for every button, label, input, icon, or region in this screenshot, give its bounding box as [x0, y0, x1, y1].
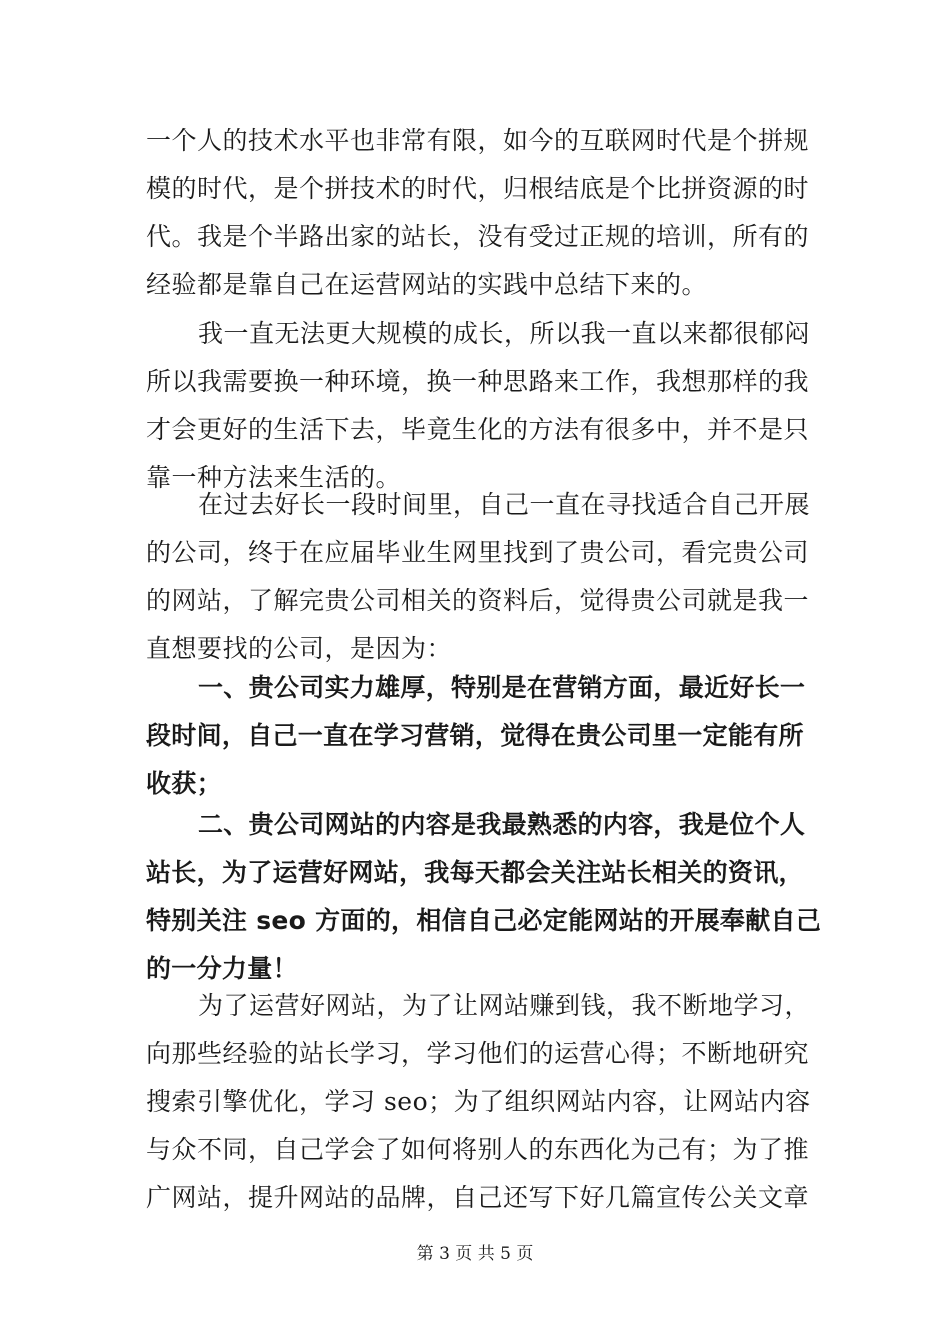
paragraph-line: 一、贵公司实力雄厚，特别是在营销方面，最近好长一 — [198, 673, 806, 702]
paragraph-line: 搜索引擎优化，学习 seo；为了组织网站内容，让网站内容 — [146, 1087, 811, 1116]
paragraph-line: 模的时代，是个拼技术的时代，归根结底是个比拼资源的时 — [146, 174, 810, 203]
paragraph-line: 向那些经验的站长学习，学习他们的运营心得；不断地研究 — [146, 1039, 810, 1068]
paragraph-2 — [146, 310, 811, 502]
paragraph-line: 才会更好的生活下去，毕竟生化的方法有很多中，并不是只 — [146, 415, 810, 444]
paragraph-line: 二、贵公司网站的内容是我最熟悉的内容，我是位个人 — [198, 810, 806, 839]
paragraph-line: 为了运营好网站，为了让网站赚到钱，我不断地学习， — [198, 991, 811, 1020]
paragraph-line: 靠一种方法来生活的。 — [146, 463, 402, 492]
paragraph-3 — [146, 481, 811, 673]
paragraph-line: 与众不同，自己学会了如何将别人的东西化为己有；为了推 — [146, 1135, 810, 1164]
paragraph-line: 在过去好长一段时间里，自己一直在寻找适合自己开展 — [198, 490, 811, 519]
paragraph-line: 的公司，终于在应届毕业生网里找到了贵公司，看完贵公司 — [146, 538, 810, 567]
paragraph-6 — [146, 982, 811, 1222]
paragraph-line: 段时间，自己一直在学习营销，觉得在贵公司里一定能有所 — [146, 721, 804, 750]
paragraph-5 — [146, 801, 822, 993]
paragraph-line: 所以我需要换一种环境，换一种思路来工作，我想那样的我 — [146, 367, 810, 396]
paragraph-line: 我一直无法更大规模的成长，所以我一直以来都很郁闷 — [198, 319, 811, 348]
paragraph-line: 特别关注 seo 方面的，相信自己必定能网站的开展奉献自己 — [146, 906, 822, 935]
paragraph-line: 经验都是靠自己在运营网站的实践中总结下来的。 — [146, 270, 708, 299]
paragraph-line: 的网站，了解完贵公司相关的资料后，觉得贵公司就是我一 — [146, 586, 810, 615]
paragraph-line: 站长，为了运营好网站，我每天都会关注站长相关的资讯， — [146, 858, 804, 887]
page-number-footer: 第 3 页 共 5 页 — [416, 1244, 534, 1264]
paragraph-line: 收获； — [146, 769, 222, 798]
paragraph-line: 代。我是个半路出家的站长，没有受过正规的培训，所有的 — [146, 222, 810, 251]
paragraph-4 — [146, 664, 808, 808]
paragraph-line: 一个人的技术水平也非常有限，如今的互联网时代是个拼规 — [146, 126, 810, 155]
paragraph-1 — [146, 117, 808, 309]
paragraph-line: 广网站，提升网站的品牌，自己还写下好几篇宣传公关文章 — [146, 1183, 810, 1212]
paragraph-line: 的一分力量！ — [146, 954, 298, 983]
paragraph-line: 直想要找的公司，是因为： — [146, 634, 453, 663]
